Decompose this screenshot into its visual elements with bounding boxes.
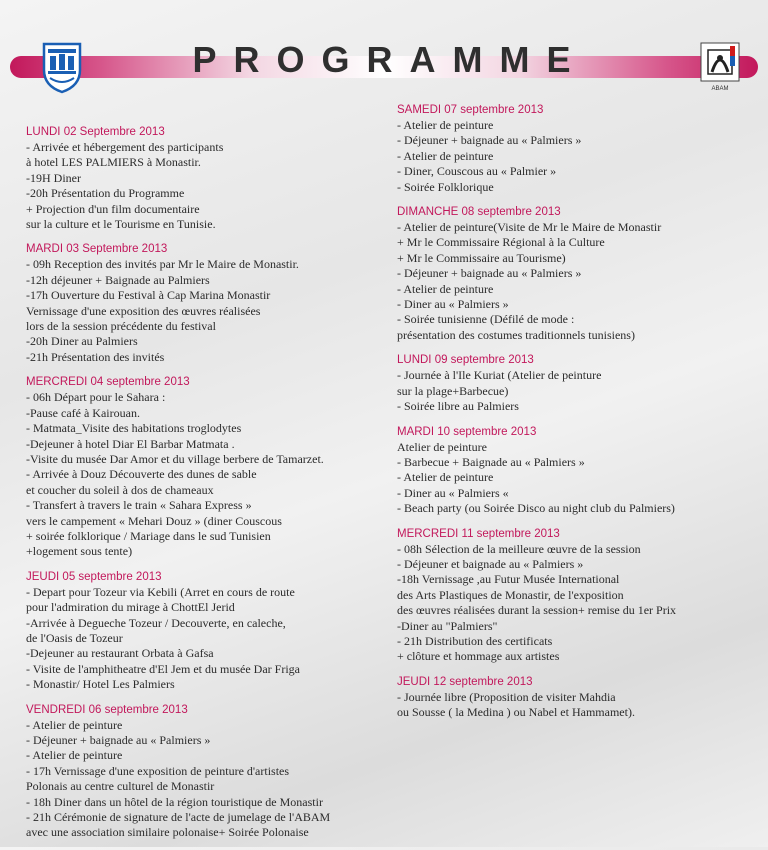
program-line: présentation des costumes traditionnels tunisiens): [397, 327, 635, 342]
program-line: - 21h Distribution des certificats: [397, 633, 553, 648]
program-line: - Diner au « Palmiers »: [397, 297, 509, 312]
program-line: -Dejeuner à hotel Diar El Barbar Matmata .: [26, 436, 235, 451]
program-line: - Déjeuner + baignade au « Palmiers »: [26, 733, 211, 747]
program-line: -Visite du musée Dar Amor et du village berbere de Tamarzet.: [26, 451, 324, 466]
day-heading: LUNDI 09 septembre 2013: [397, 354, 534, 367]
program-line: - Déjeuner et baignade au « Palmiers »: [397, 556, 584, 571]
program-line: - Journée libre (Proposition de visiter Mahdia: [397, 689, 616, 704]
program-line: -21h Présentation des invités: [26, 349, 165, 364]
program-line: -12h déjeuner + Baignade au Palmiers: [26, 272, 210, 287]
day-heading: DIMANCHE 08 septembre 2013: [397, 206, 561, 219]
program-line: ou Sousse ( la Medina ) ou Nabel et Hammamet).: [397, 705, 635, 720]
program-line: -20h Présentation du Programme: [26, 186, 185, 201]
program-line: -20h Diner au Palmiers: [26, 334, 138, 349]
day-heading: VENDREDI 06 septembre 2013: [26, 703, 188, 716]
day-heading: MERCREDI 04 septembre 2013: [26, 376, 190, 389]
program-line: - Atelier de peinture: [397, 281, 494, 296]
program-line: - Déjeuner + baignade au « Palmiers »: [397, 133, 582, 148]
program-line: des Arts Plastiques de Monastir, de l'exposition: [397, 587, 624, 602]
day-block: [26, 702, 371, 841]
program-line: - Matmata_Visite des habitations troglodytes: [26, 421, 242, 436]
program-line: de l'Oasis de Tozeur: [26, 630, 123, 645]
program-line: + Mr le Commissaire au Tourisme): [397, 250, 566, 265]
program-line: -18h Vernissage ,au Futur Musée International: [397, 572, 620, 587]
program-line: pour l'admiration du mirage à ChottEl Jerid: [26, 600, 235, 615]
program-line: + Projection d'un film documentaire: [26, 201, 200, 216]
program-line: - Soirée Folklorique: [397, 179, 494, 194]
program-line: - Atelier de peinture(Visite de Mr le Maire de Monastir: [397, 220, 662, 235]
program-line: Polonais au centre culturel de Monastir: [26, 779, 215, 794]
day-heading: JEUDI 05 septembre 2013: [26, 570, 162, 583]
program-line: - 17h Vernissage d'une exposition de peinture d'artistes: [26, 763, 290, 778]
program-line: +logement sous tente): [26, 544, 133, 559]
program-left-column: [26, 124, 371, 850]
program-line: -19H Diner: [26, 170, 81, 185]
program-line: -Pause café à Kairouan.: [26, 405, 140, 420]
program-line: - Visite de l'amphitheatre d'El Jem et du musée Dar Friga: [26, 661, 300, 676]
program-line: -Arrivée à Degueche Tozeur / Decouverte, en caleche,: [26, 615, 286, 630]
program-line: + Mr le Commissaire Régional à la Culture: [397, 235, 605, 250]
program-line: Atelier de peinture: [397, 439, 487, 454]
day-block: [397, 526, 747, 665]
program-line: - Atelier de peinture: [26, 717, 123, 732]
program-line: sur la plage+Barbecue): [397, 383, 509, 398]
program-line: - Atelier de peinture: [397, 148, 494, 163]
program-line: -17h Ouverture du Festival à Cap Marina Monastir: [26, 288, 271, 303]
program-line: - Soirée libre au Palmiers: [397, 399, 519, 414]
day-heading: MARDI 10 septembre 2013: [397, 425, 537, 438]
page-title: PROGRAMME: [192, 39, 588, 80]
program-line: - 09h Reception des invités par Mr le Maire de Monastir.: [26, 257, 299, 272]
day-heading: SAMEDI 07 septembre 2013: [397, 104, 544, 116]
program-line: - Monastir/ Hotel Les Palmiers: [26, 677, 175, 692]
program-line: - Atelier de peinture: [397, 118, 494, 132]
program-line: des œuvres réalisées durant la session+ remise du 1er Prix: [397, 603, 677, 618]
day-block: [397, 102, 747, 195]
program-line: - Arrivée à Douz Découverte des dunes de sable: [26, 467, 257, 482]
program-line: - 21h Cérémonie de signature de l'acte de jumelage de l'ABAM: [26, 810, 331, 825]
day-block: [26, 374, 371, 559]
day-block: [397, 204, 747, 343]
day-heading: MERCREDI 11 septembre 2013: [397, 527, 560, 540]
program-line: avec une association similaire polonaise+ Soirée Polonaise: [26, 825, 309, 840]
monastir-crest-logo: [40, 40, 84, 94]
program-line: - Déjeuner + baignade au « Palmiers »: [397, 266, 582, 281]
program-line: -Diner au "Palmiers": [397, 618, 498, 633]
program-line: vers le campement « Mehari Douz » (diner Couscous: [26, 513, 282, 528]
day-block: [397, 424, 747, 517]
program-line: - Diner, Couscous au « Palmier »: [397, 164, 557, 179]
program-line: - 08h Sélection de la meilleure œuvre de la session: [397, 541, 641, 556]
day-block: [26, 241, 371, 365]
program-line: - Diner au « Palmiers «: [397, 485, 509, 500]
program-line: + clôture et hommage aux artistes: [397, 649, 560, 664]
program-line: - Atelier de peinture: [397, 470, 494, 485]
program-line: - Beach party (ou Soirée Disco au night club du Palmiers): [397, 501, 675, 516]
abam-logo: [700, 42, 740, 92]
program-line: - Depart pour Tozeur via Kebili (Arret en cours de route: [26, 584, 295, 599]
program-line: sur la culture et le Tourisme en Tunisie.: [26, 217, 216, 232]
program-line: - Soirée tunisienne (Défilé de mode :: [397, 312, 575, 327]
program-line: -Dejeuner au restaurant Orbata à Gafsa: [26, 646, 214, 661]
program-line: - 06h Départ pour le Sahara :: [26, 390, 166, 405]
program-line: - Transfert à travers le train « Sahara Express »: [26, 498, 252, 513]
program-line: lors de la session précédente du festival: [26, 319, 216, 334]
day-heading: LUNDI 02 Septembre 2013: [26, 126, 165, 138]
program-line: Vernissage d'une exposition des œuvres réalisées: [26, 303, 261, 318]
program-line: - 18h Diner dans un hôtel de la région touristique de Monastir: [26, 794, 323, 809]
program-right-column: [397, 102, 747, 730]
program-line: + soirée folklorique / Mariage dans le sud Tunisien: [26, 528, 271, 543]
day-block: [26, 569, 371, 693]
day-block: [26, 124, 371, 232]
day-block: [397, 674, 747, 721]
abam-logo-caption: ABAM: [711, 86, 729, 92]
program-line: et coucher du soleil à dos de chameaux: [26, 482, 214, 497]
day-block: [397, 352, 747, 414]
program-line: - Arrivée et hébergement des participants: [26, 140, 224, 154]
program-line: à hotel LES PALMIERS à Monastir.: [26, 155, 201, 170]
day-heading: MARDI 03 Septembre 2013: [26, 243, 168, 256]
program-line: - Journée à l'Ile Kuriat (Atelier de peinture: [397, 368, 602, 383]
program-line: - Atelier de peinture: [26, 748, 123, 763]
program-line: - Barbecue + Baignade au « Palmiers »: [397, 454, 585, 469]
day-heading: JEUDI 12 septembre 2013: [397, 675, 533, 688]
